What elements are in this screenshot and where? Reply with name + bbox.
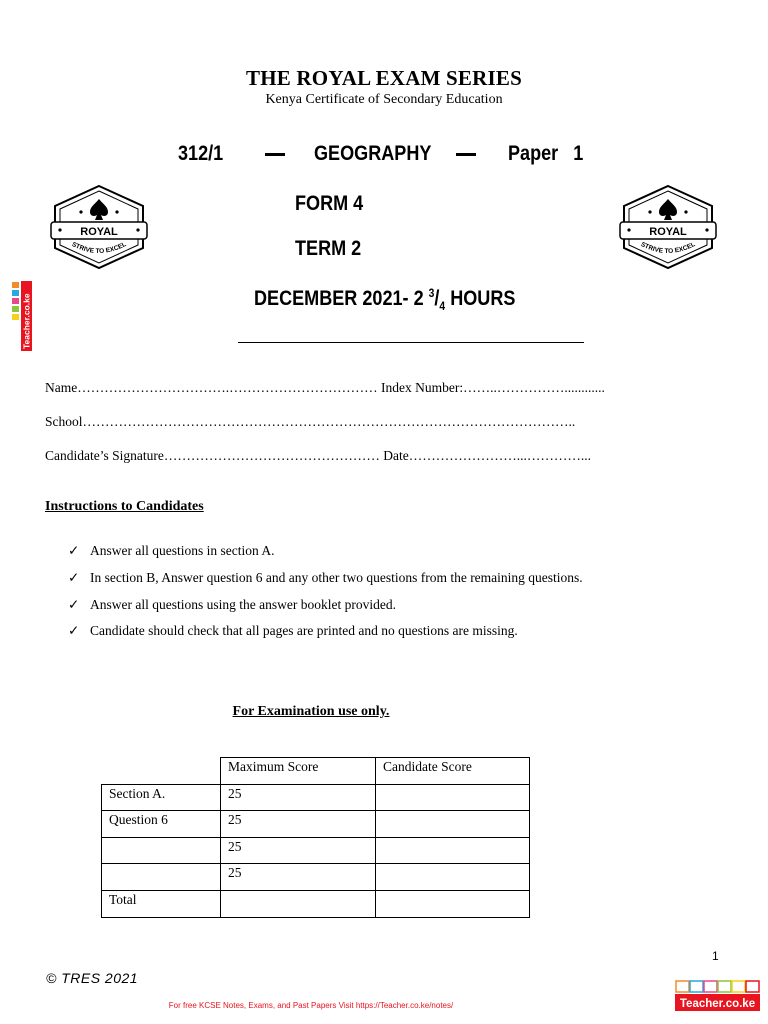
checkmark-icon: ✓ xyxy=(68,570,80,585)
teacher-brand-logo[interactable] xyxy=(675,980,760,1012)
header-rule xyxy=(238,342,584,343)
checkmark-icon: ✓ xyxy=(68,597,80,612)
side-band-text: Teacher.co.ke xyxy=(21,293,32,349)
table-cell: 25 xyxy=(221,837,376,864)
checkmark-icon: ✓ xyxy=(68,543,80,558)
instruction-text: In section B, Answer question 6 and any other two questions from the remaining questions. xyxy=(90,570,583,585)
term-label: TERM 2 xyxy=(295,237,362,260)
fraction-slash: / xyxy=(434,287,440,310)
logo-text: ROYAL xyxy=(649,226,687,238)
separator-dash xyxy=(265,153,285,156)
table-row xyxy=(102,864,530,891)
hours-text: HOURS xyxy=(445,287,516,310)
instruction-item xyxy=(68,543,274,559)
teacher-side-logo xyxy=(10,279,34,353)
instructions-title: Instructions to Candidates xyxy=(45,499,204,514)
table-header-cell: Candidate Score xyxy=(376,758,530,785)
form-label: FORM 4 xyxy=(295,192,364,215)
table-cell[interactable] xyxy=(376,837,530,864)
signature-date-field[interactable]: Candidate’s Signature………………………………………… Date……………………...…………... xyxy=(45,448,591,463)
checkmark-icon: ✓ xyxy=(68,623,80,638)
instruction-text: Answer all questions in section A. xyxy=(90,543,275,558)
instruction-item xyxy=(68,570,583,586)
brand-text: Teacher.co.ke xyxy=(679,998,756,1010)
table-cell[interactable] xyxy=(376,784,530,811)
table-cell xyxy=(102,837,221,864)
table-cell[interactable] xyxy=(376,890,530,917)
table-cell xyxy=(221,890,376,917)
instruction-text: Answer all questions using the answer booklet provided. xyxy=(90,597,396,612)
exam-use-title: For Examination use only. xyxy=(232,704,390,719)
fraction-numerator: 3 xyxy=(428,286,435,300)
paper-number: Paper 1 xyxy=(508,142,584,165)
school-field[interactable]: School……………………………………………………………………………………………….. xyxy=(45,414,576,429)
instruction-text: Candidate should check that all pages are printed and no questions are missing. xyxy=(90,623,518,638)
logo-motto: STRIVE TO EXCEL xyxy=(70,241,128,256)
paper-code: 312/1 xyxy=(178,142,224,165)
table-cell: 25 xyxy=(221,864,376,891)
logo-motto: STRIVE TO EXCEL xyxy=(639,241,697,256)
free-notes-link[interactable]: For free KCSE Notes, Exams, and Past Papers Visit https://Teacher.co.ke/notes/ xyxy=(168,1001,454,1010)
copyright-text: © TRES 2021 xyxy=(46,970,139,986)
subject-name: GEOGRAPHY xyxy=(314,142,432,165)
table-row xyxy=(102,811,530,838)
logo-text: ROYAL xyxy=(80,226,118,238)
table-cell: Section A. xyxy=(102,784,221,811)
table-header-cell xyxy=(102,758,221,785)
instruction-item xyxy=(68,623,518,639)
page-number: 1 xyxy=(712,949,719,963)
table-header-cell: Maximum Score xyxy=(221,758,376,785)
table-row xyxy=(102,784,530,811)
exam-series-subtitle: Kenya Certificate of Secondary Education xyxy=(265,92,503,107)
fraction-denominator: 4 xyxy=(439,299,446,314)
exam-series-title: THE ROYAL EXAM SERIES xyxy=(246,66,522,90)
exam-date-duration xyxy=(254,286,515,313)
score-table xyxy=(101,757,530,918)
royal-logo-right xyxy=(616,182,720,272)
table-cell: Total xyxy=(102,890,221,917)
royal-logo-left xyxy=(47,182,151,272)
table-cell: 25 xyxy=(221,811,376,838)
table-cell: Question 6 xyxy=(102,811,221,838)
table-row xyxy=(102,837,530,864)
table-cell: 25 xyxy=(221,784,376,811)
table-cell xyxy=(102,864,221,891)
table-header-row xyxy=(102,758,530,785)
table-row xyxy=(102,890,530,917)
name-index-field[interactable]: Name…………………………….…………………………… Index Number:……..……………............ xyxy=(45,380,605,395)
separator-dash xyxy=(456,153,476,156)
date-text: DECEMBER 2021- 2 xyxy=(254,287,429,310)
table-cell[interactable] xyxy=(376,811,530,838)
table-cell[interactable] xyxy=(376,864,530,891)
instruction-item xyxy=(68,597,396,613)
